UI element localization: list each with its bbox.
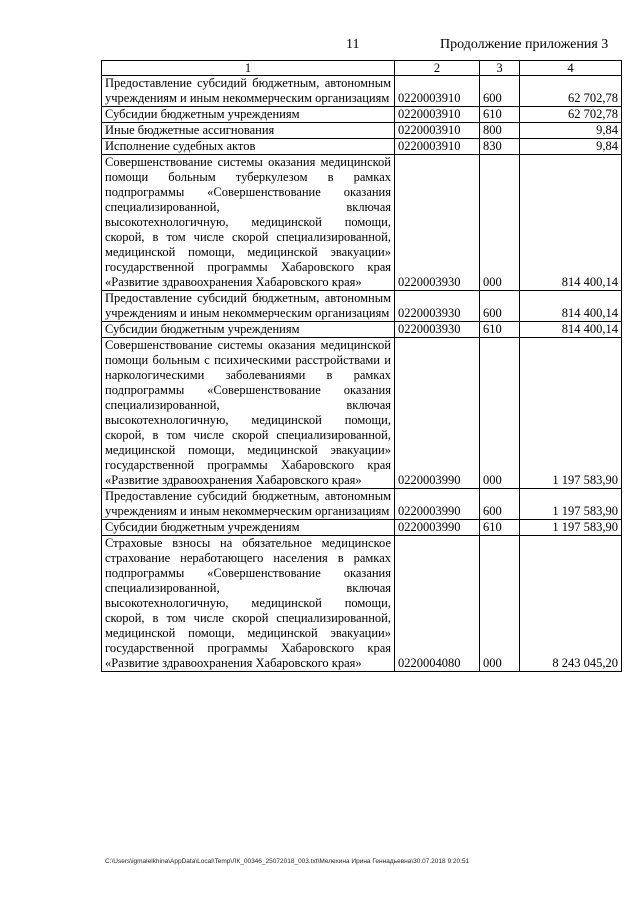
row-expense-type: 600 — [480, 489, 520, 520]
continuation-caption: Продолжение приложения 3 — [440, 37, 609, 52]
row-amount: 814 400,14 — [520, 322, 622, 338]
budget-table — [101, 60, 622, 672]
row-target-code: 0220003930 — [395, 291, 480, 322]
table-row — [102, 489, 622, 520]
row-target-code: 0220003910 — [395, 76, 480, 107]
table-header-row — [102, 61, 622, 76]
row-description: Предоставление субсидий бюджетным, автономным учреждениям и иным некоммерческим организациям — [102, 76, 395, 107]
page-number: 11 — [346, 37, 360, 52]
row-expense-type: 000 — [480, 338, 520, 489]
column-header-3: 3 — [480, 61, 520, 76]
table-row — [102, 520, 622, 536]
row-amount: 814 400,14 — [520, 291, 622, 322]
row-amount: 8 243 045,20 — [520, 536, 622, 672]
row-description: Совершенствование системы оказания медицинской помощи больным с психическими расстройствами и наркологическими заболеваниями в рамках подпрограммы «Совершенствование оказания специализированной, включая высокотехнологичную, медицинской помощи, скорой, в том числе скорой специализированной, медицинской помощи, медицинской эвакуации» государственной программы Хабаровского края «Развитие здравоохранения Хабаровского края» — [102, 338, 395, 489]
row-amount: 62 702,78 — [520, 76, 622, 107]
row-description: Предоставление субсидий бюджетным, автономным учреждениям и иным некоммерческим организациям — [102, 489, 395, 520]
budget-table-body — [102, 61, 622, 672]
row-amount: 1 197 583,90 — [520, 489, 622, 520]
row-expense-type: 000 — [480, 155, 520, 291]
row-description: Совершенствование системы оказания медицинской помощи больным туберкулезом в рамках подпрограммы «Совершенствование оказания специализированной, включая высокотехнологичную, медицинской помощи, скорой, в том числе скорой специализированной, медицинской помощи, медицинской эвакуации» государственной программы Хабаровского края «Развитие здравоохранения Хабаровского края» — [102, 155, 395, 291]
table-row — [102, 123, 622, 139]
row-amount: 1 197 583,90 — [520, 338, 622, 489]
row-expense-type: 600 — [480, 76, 520, 107]
row-description: Субсидии бюджетным учреждениям — [102, 107, 395, 123]
table-row — [102, 107, 622, 123]
row-expense-type: 800 — [480, 123, 520, 139]
row-expense-type: 600 — [480, 291, 520, 322]
row-target-code: 0220003910 — [395, 123, 480, 139]
row-expense-type: 830 — [480, 139, 520, 155]
row-expense-type: 610 — [480, 322, 520, 338]
row-description: Субсидии бюджетным учреждениям — [102, 322, 395, 338]
row-amount: 9,84 — [520, 139, 622, 155]
row-target-code: 0220003930 — [395, 155, 480, 291]
column-header-1: 1 — [102, 61, 395, 76]
row-target-code: 0220003990 — [395, 338, 480, 489]
file-path-footer: C:\Users\igmalelkhina\AppData\Local\Temp\ЛК_00346_25072018_003.txt\Мелехина Ирина Геннадьевна\30.07.2018 9:20:51 — [105, 858, 470, 865]
table-row — [102, 139, 622, 155]
row-target-code: 0220003990 — [395, 489, 480, 520]
row-description: Страховые взносы на обязательное медицинское страхование неработающего населения в рамках подпрограммы «Совершенствование оказания специализированной, включая высокотехнологичную, медицинской помощи, скорой, в том числе скорой специализированной, медицинской помощи, медицинской эвакуации» государственной программы Хабаровского края «Развитие здравоохранения Хабаровского края» — [102, 536, 395, 672]
table-row — [102, 291, 622, 322]
row-description: Субсидии бюджетным учреждениям — [102, 520, 395, 536]
row-expense-type: 610 — [480, 520, 520, 536]
row-description: Предоставление субсидий бюджетным, автономным учреждениям и иным некоммерческим организациям — [102, 291, 395, 322]
table-row — [102, 322, 622, 338]
row-target-code: 0220003930 — [395, 322, 480, 338]
table-row — [102, 338, 622, 489]
row-target-code: 0220003990 — [395, 520, 480, 536]
table-row — [102, 536, 622, 672]
row-target-code: 0220003910 — [395, 139, 480, 155]
table-row — [102, 76, 622, 107]
row-amount: 1 197 583,90 — [520, 520, 622, 536]
row-expense-type: 000 — [480, 536, 520, 672]
row-description: Исполнение судебных актов — [102, 139, 395, 155]
table-row — [102, 155, 622, 291]
row-amount: 9,84 — [520, 123, 622, 139]
row-amount: 814 400,14 — [520, 155, 622, 291]
row-amount: 62 702,78 — [520, 107, 622, 123]
column-header-4: 4 — [520, 61, 622, 76]
row-target-code: 0220003910 — [395, 107, 480, 123]
column-header-2: 2 — [395, 61, 480, 76]
row-target-code: 0220004080 — [395, 536, 480, 672]
row-expense-type: 610 — [480, 107, 520, 123]
row-description: Иные бюджетные ассигнования — [102, 123, 395, 139]
